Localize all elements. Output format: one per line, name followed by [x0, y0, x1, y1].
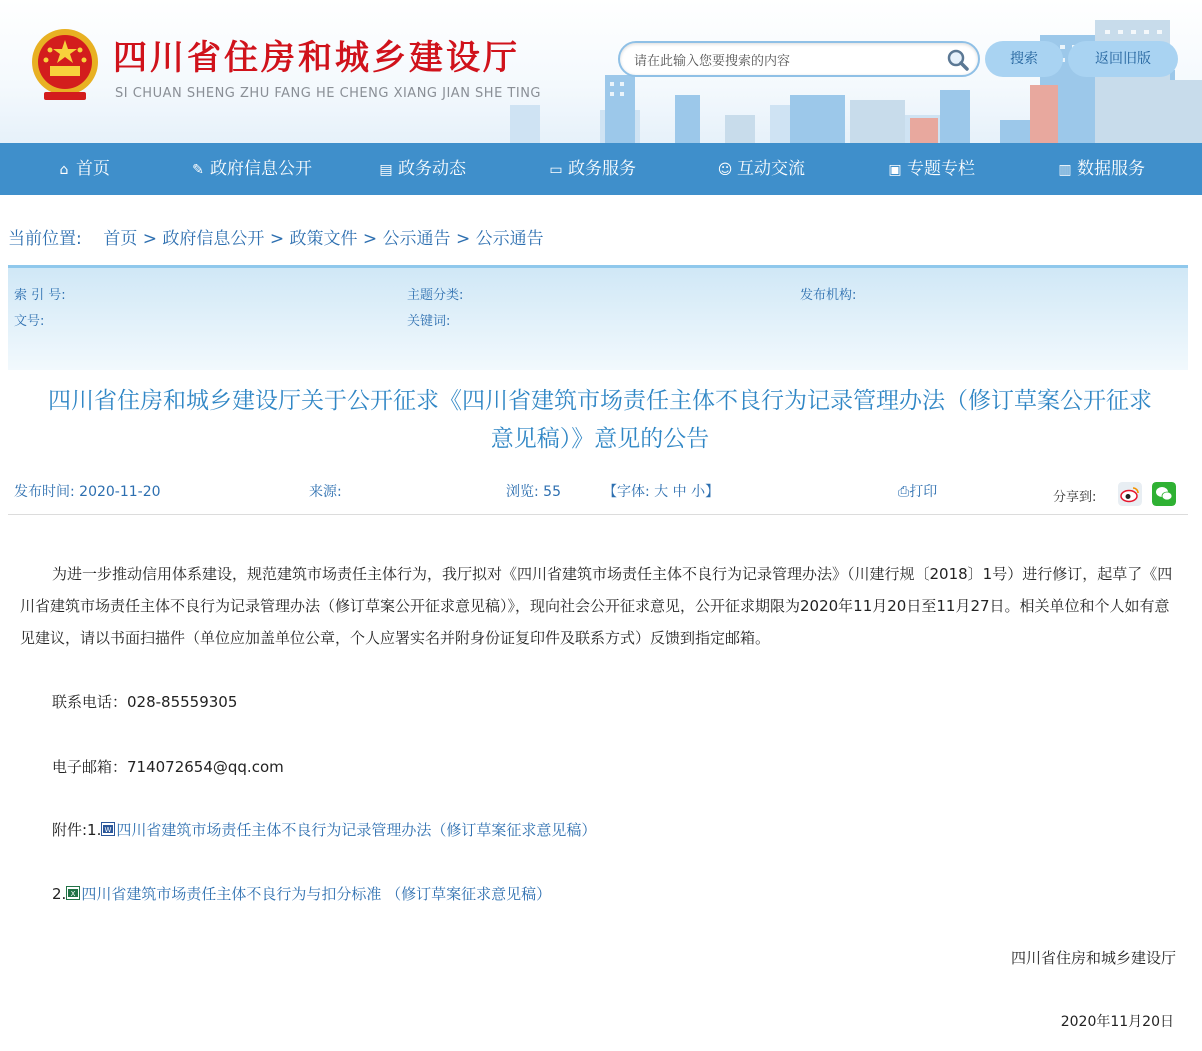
breadcrumb-separator: > [455, 229, 471, 249]
document-icon: ▤ [379, 162, 393, 178]
word-doc-icon [101, 822, 115, 836]
document-meta-box [8, 265, 1188, 370]
site-subtitle: SI CHUAN SHENG ZHU FANG HE CHENG XIANG JIAN SHE TING [115, 86, 541, 101]
national-emblem-logo [28, 26, 102, 104]
breadcrumb-item-policy[interactable]: 政策文件 [289, 229, 358, 249]
data-icon: ▥ [1058, 162, 1072, 178]
svg-text:X: X [70, 890, 76, 898]
weibo-share-icon[interactable] [1118, 482, 1142, 506]
signature: 四川省住房和城乡建设厅 [1010, 949, 1176, 967]
breadcrumb-separator: > [269, 229, 285, 249]
breadcrumb-item-notice-current[interactable]: 公示通告 [475, 229, 544, 249]
search-button[interactable]: 搜索 [985, 41, 1063, 77]
attachment-1-prefix: 附件:1. [52, 821, 102, 839]
font-size-switcher[interactable]: 【字体: 大 中 小】 [603, 484, 720, 500]
attachment-2-prefix: 2. [52, 885, 67, 903]
nav-label: 政务服务 [568, 159, 636, 179]
svg-text:W: W [104, 826, 112, 834]
nav-label: 政府信息公开 [210, 159, 312, 179]
nav-label: 数据服务 [1077, 159, 1145, 179]
nav-label: 互动交流 [737, 159, 805, 179]
meta-top-border [8, 265, 1188, 268]
contact-phone: 联系电话：028-85559305 [52, 693, 238, 711]
nav-label: 首页 [76, 159, 110, 179]
nav-item-home[interactable] [56, 143, 110, 195]
nav-item-news[interactable] [378, 143, 466, 195]
site-title: 四川省住房和城乡建设厅 [113, 38, 520, 78]
breadcrumb-item-gov-info[interactable]: 政府信息公开 [162, 229, 265, 249]
article-paragraph: 为进一步推动信用体系建设，规范建筑市场责任主体行为，我厅拟对《四川省建筑市场责任主体不良行为记录管理办法》（川建行规〔2018〕1号）进行修订，起草了《四川省建筑市场责任主体不良行为记录管理办法（修订草案公开征求意见稿）》，现向社会公开征求意见，公开征求期限为2020年11月20日至11月27日。相关单位和个人如有意见建议，请以书面扫描件（单位应加盖单位公章，个人应署实名并附身份证复印件及联系方式）反馈到指定邮箱。 [20, 565, 1173, 647]
wechat-share-icon[interactable] [1152, 482, 1176, 506]
old-version-button[interactable]: 返回旧版 [1068, 41, 1178, 77]
edit-icon: ✎ [192, 162, 204, 178]
breadcrumb-separator: > [142, 229, 158, 249]
signature-date: 2020年11月20日 [1060, 1014, 1174, 1030]
info-divider [8, 514, 1188, 515]
breadcrumb-prefix: 当前位置: [8, 229, 82, 249]
article-title-line-2: 意见稿）》意见的公告 [490, 426, 710, 452]
monitor-icon: ▭ [549, 162, 563, 178]
article-title [10, 382, 1190, 458]
print-label: 打印 [909, 484, 938, 500]
nav-item-gov-info[interactable] [190, 143, 312, 195]
image-icon: ▣ [888, 162, 902, 178]
printer-icon: ⎙ [898, 484, 910, 500]
nav-item-services[interactable] [548, 143, 636, 195]
breadcrumb [8, 224, 544, 249]
search-input[interactable] [632, 50, 946, 72]
attachment-1-link[interactable]: 四川省建筑市场责任主体不良行为记录管理办法（修订草案征求意见稿） [116, 821, 597, 839]
nav-label: 专题专栏 [907, 159, 975, 179]
breadcrumb-item-notice[interactable]: 公示通告 [382, 229, 451, 249]
print-button[interactable] [898, 481, 937, 501]
breadcrumb-item-home[interactable]: 首页 [103, 229, 138, 249]
attachment-2-link[interactable]: 四川省建筑市场责任主体不良行为与扣分标准 （修订草案征求意见稿） [81, 885, 552, 903]
excel-doc-icon [66, 886, 80, 900]
nav-label: 政务动态 [398, 159, 466, 179]
attachment-2 [52, 878, 551, 910]
contact-email: 电子邮箱：714072654@qq.com [52, 758, 284, 776]
meta-topic-label: 主题分类: [407, 288, 464, 303]
meta-doc-no-label: 文号: [14, 314, 45, 329]
meta-index-label: 索 引 号: [14, 288, 66, 303]
home-icon: ⌂ [59, 162, 69, 178]
nav-item-interaction[interactable] [717, 143, 805, 195]
share-label: 分享到: [1053, 490, 1097, 505]
attachment-1 [52, 814, 596, 846]
view-count: 浏览: 55 [506, 484, 561, 500]
article-title-line-1: 四川省住房和城乡建设厅关于公开征求《四川省建筑市场责任主体不良行为记录管理办法（修订草案公开征求 [48, 388, 1152, 414]
breadcrumb-separator: > [362, 229, 378, 249]
source: 来源: [309, 484, 342, 500]
publish-time: 发布时间: 2020-11-20 [14, 484, 161, 500]
meta-publisher-label: 发布机构: [800, 288, 857, 303]
nav-item-data[interactable] [1057, 143, 1145, 195]
main-nav [0, 143, 1202, 195]
people-icon: ☺ [717, 162, 733, 178]
nav-item-topics[interactable] [887, 143, 975, 195]
magnifier-icon[interactable] [946, 48, 970, 72]
search-box [618, 41, 980, 77]
meta-keywords-label: 关键词: [407, 314, 451, 329]
site-header [0, 0, 1202, 143]
